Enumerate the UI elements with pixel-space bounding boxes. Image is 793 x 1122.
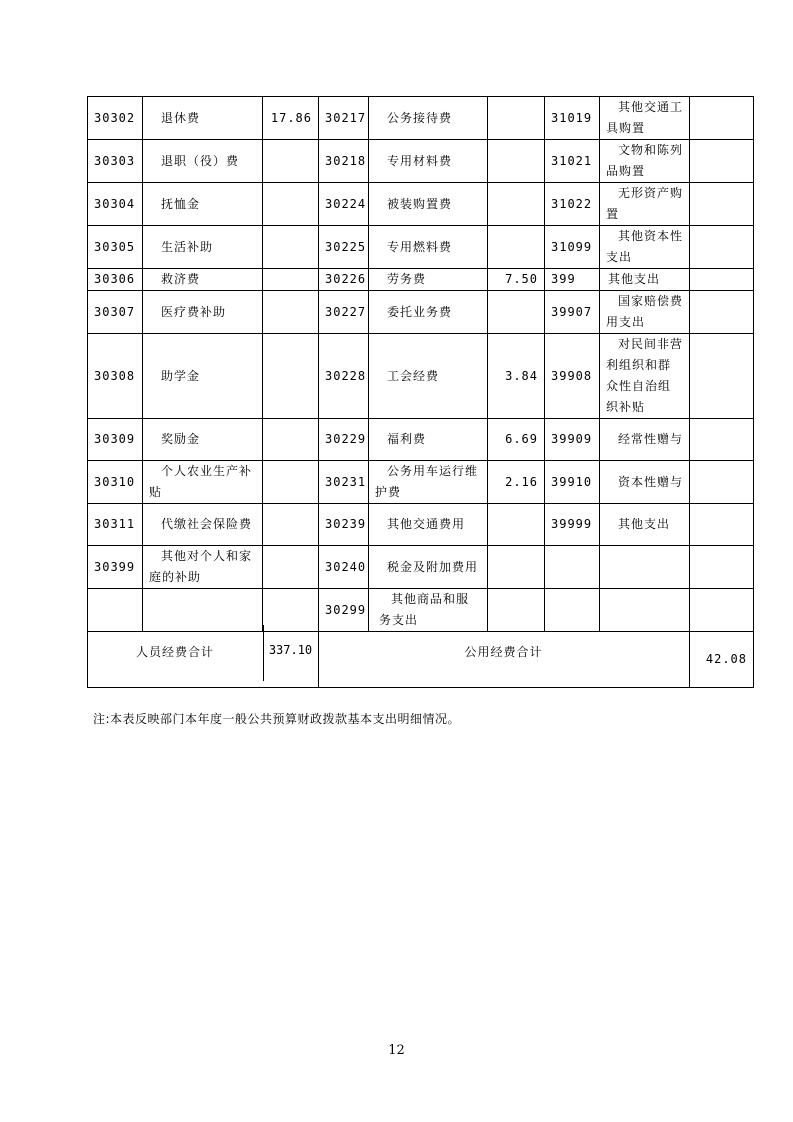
- code-cell: 30218: [319, 140, 369, 183]
- personnel-total-label: 人员经费合计: [135, 645, 214, 659]
- item-name-cell: 退职（役）费: [143, 140, 263, 183]
- code-cell: 30305: [88, 226, 143, 269]
- item-name-cell: 经常性赠与: [600, 419, 690, 461]
- amount-cell: [263, 269, 319, 291]
- table-row: [88, 183, 754, 226]
- amount-cell: [690, 269, 754, 291]
- code-cell: 30304: [88, 183, 143, 226]
- page-number: 12: [388, 1043, 405, 1058]
- code-cell: 39908: [545, 334, 600, 419]
- amount-cell: [263, 291, 319, 334]
- code-cell: 30240: [319, 546, 369, 589]
- code-cell: 31099: [545, 226, 600, 269]
- item-name-cell: 对民间非营利组织和群众性自治组织补贴: [600, 334, 690, 419]
- item-name-cell: 文物和陈列品购置: [600, 140, 690, 183]
- item-name-cell: 税金及附加费用: [369, 546, 488, 589]
- item-name-cell: 其他资本性支出: [600, 226, 690, 269]
- amount-cell: [488, 504, 545, 546]
- amount-cell: [488, 226, 545, 269]
- item-name-cell: 其他交通工具购置: [600, 97, 690, 140]
- table-row: [88, 334, 754, 419]
- code-cell: 31019: [545, 97, 600, 140]
- item-name-cell: 其他商品和服务支出: [369, 589, 488, 632]
- code-cell: 30228: [319, 334, 369, 419]
- table-row: [88, 461, 754, 504]
- amount-cell: [488, 291, 545, 334]
- personnel-total-amount: 337.10: [268, 643, 313, 657]
- table-row: [88, 546, 754, 589]
- code-cell: 31022: [545, 183, 600, 226]
- amount-cell: [263, 504, 319, 546]
- amount-cell: [263, 140, 319, 183]
- table-row: [88, 269, 754, 291]
- amount-cell: [488, 589, 545, 632]
- amount-cell: [690, 546, 754, 589]
- code-cell: 39909: [545, 419, 600, 461]
- code-cell: 30303: [88, 140, 143, 183]
- table-body: [88, 97, 754, 688]
- item-name-cell: 福利费: [369, 419, 488, 461]
- public-total-amount: 42.08: [690, 632, 754, 688]
- item-name-cell: 工会经费: [369, 334, 488, 419]
- amount-cell: 2.16: [488, 461, 545, 504]
- code-cell: 30226: [319, 269, 369, 291]
- amount-cell: [690, 291, 754, 334]
- item-name-cell: 资本性赠与: [600, 461, 690, 504]
- amount-cell: 17.86: [263, 97, 319, 140]
- amount-cell: 6.69: [488, 419, 545, 461]
- item-name-cell: [600, 589, 690, 632]
- code-cell: 30399: [88, 546, 143, 589]
- code-cell: 30239: [319, 504, 369, 546]
- amount-cell: [263, 226, 319, 269]
- amount-cell: [690, 334, 754, 419]
- item-name-cell: 其他支出: [600, 269, 690, 291]
- code-cell: 30309: [88, 419, 143, 461]
- code-cell: 39910: [545, 461, 600, 504]
- personnel-total: [87, 625, 318, 681]
- code-cell: [545, 546, 600, 589]
- item-name-cell: 个人农业生产补贴: [143, 461, 263, 504]
- public-total-label: 公用经费合计: [464, 645, 543, 659]
- table-row: [88, 140, 754, 183]
- amount-cell: [488, 97, 545, 140]
- code-cell: 30299: [319, 589, 369, 632]
- amount-cell: [263, 546, 319, 589]
- amount-cell: [690, 504, 754, 546]
- code-cell: 30227: [319, 291, 369, 334]
- code-cell: 30308: [88, 334, 143, 419]
- item-name-cell: [600, 546, 690, 589]
- code-cell: 30310: [88, 461, 143, 504]
- table-row: [88, 419, 754, 461]
- amount-cell: [263, 419, 319, 461]
- item-name-cell: 国家赔偿费用支出: [600, 291, 690, 334]
- code-cell: 31021: [545, 140, 600, 183]
- amount-cell: [690, 419, 754, 461]
- code-cell: 30229: [319, 419, 369, 461]
- code-cell: 39999: [545, 504, 600, 546]
- table-footnote: 注:本表反映部门本年度一般公共预算财政拨款基本支出明细情况。: [93, 712, 461, 726]
- code-cell: 39907: [545, 291, 600, 334]
- code-cell: 30217: [319, 97, 369, 140]
- code-cell: 30231: [319, 461, 369, 504]
- amount-cell: [690, 226, 754, 269]
- item-name-cell: 其他交通费用: [369, 504, 488, 546]
- code-cell: 399: [545, 269, 600, 291]
- item-name-cell: 助学金: [143, 334, 263, 419]
- item-name-cell: 奖励金: [143, 419, 263, 461]
- amount-cell: [263, 334, 319, 419]
- amount-cell: [690, 461, 754, 504]
- item-name-cell: 被装购置费: [369, 183, 488, 226]
- item-name-cell: 无形资产购置: [600, 183, 690, 226]
- code-cell: 30302: [88, 97, 143, 140]
- item-name-cell: 公务用车运行维护费: [369, 461, 488, 504]
- table-row: [88, 291, 754, 334]
- item-name-cell: 劳务费: [369, 269, 488, 291]
- code-cell: 30307: [88, 291, 143, 334]
- item-name-cell: 委托业务费: [369, 291, 488, 334]
- amount-cell: [690, 140, 754, 183]
- amount-cell: [263, 461, 319, 504]
- item-name-cell: 其他对个人和家庭的补助: [143, 546, 263, 589]
- item-name-cell: 退休费: [143, 97, 263, 140]
- item-name-cell: 抚恤金: [143, 183, 263, 226]
- amount-cell: [690, 589, 754, 632]
- amount-cell: 7.50: [488, 269, 545, 291]
- amount-cell: [263, 183, 319, 226]
- item-name-cell: 专用燃料费: [369, 226, 488, 269]
- amount-cell: [488, 140, 545, 183]
- table-row: [88, 226, 754, 269]
- code-cell: 30306: [88, 269, 143, 291]
- item-name-cell: 专用材料费: [369, 140, 488, 183]
- item-name-cell: 其他支出: [600, 504, 690, 546]
- amount-cell: 3.84: [488, 334, 545, 419]
- amount-cell: [690, 97, 754, 140]
- item-name-cell: 医疗费补助: [143, 291, 263, 334]
- item-name-cell: 救济费: [143, 269, 263, 291]
- item-name-cell: 代缴社会保险费: [143, 504, 263, 546]
- amount-cell: [488, 183, 545, 226]
- table-row: [88, 97, 754, 140]
- code-cell: 30224: [319, 183, 369, 226]
- code-cell: 30225: [319, 226, 369, 269]
- item-name-cell: 公务接待费: [369, 97, 488, 140]
- table-row: [88, 504, 754, 546]
- item-name-cell: 生活补助: [143, 226, 263, 269]
- amount-cell: [690, 183, 754, 226]
- amount-cell: [488, 546, 545, 589]
- code-cell: 30311: [88, 504, 143, 546]
- basic-expenditure-table: [87, 96, 754, 688]
- code-cell: [545, 589, 600, 632]
